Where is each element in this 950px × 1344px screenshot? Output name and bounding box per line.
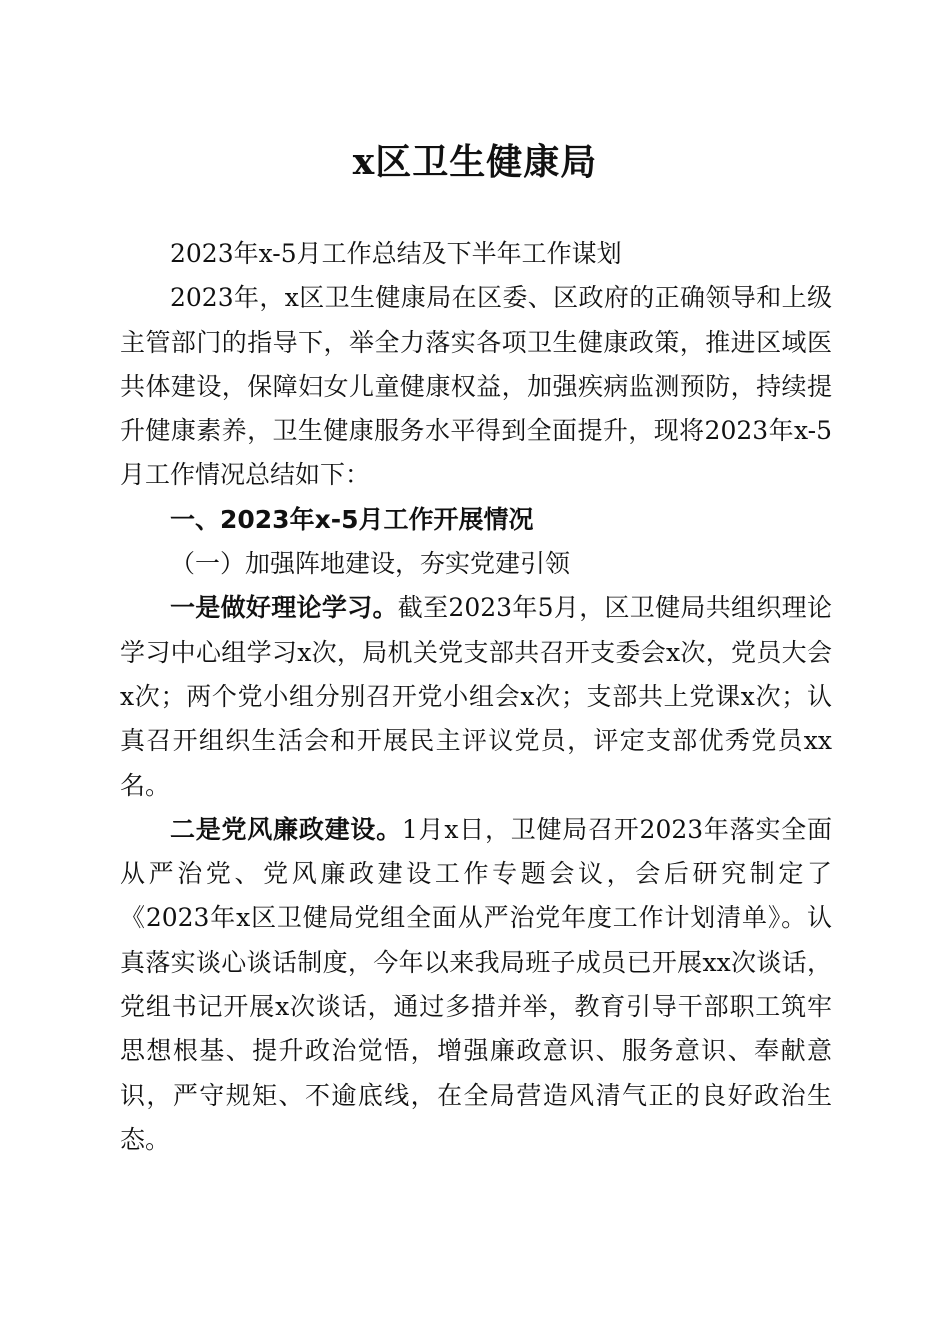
theory-study-paragraph — [120, 586, 832, 807]
subtitle-paragraph: 2023年x-5月工作总结及下半年工作谋划 — [170, 239, 622, 268]
document-body — [120, 232, 832, 1162]
paragraph-lead: 一是做好理论学习。 — [170, 593, 398, 623]
paragraph-lead: 二是党风廉政建设。 — [170, 814, 402, 844]
subsection-heading: （一）加强阵地建设，夯实党建引领 — [170, 549, 571, 579]
integrity-paragraph — [120, 808, 832, 1162]
intro-paragraph: 2023年，x区卫生健康局在区委、区政府的正确领导和上级主管部门的指导下，举全力落实各项卫生健康政策，推进区域医共体建设，保障妇女儿童健康权益，加强疾病监测预防，持续提升健康素养，卫生健康服务水平得到全面提升，现将2023年x-5月工作情况总结如下： — [120, 283, 832, 490]
document-title: x区卫生健康局 — [352, 141, 598, 183]
paragraph-text: 截至2023年5月，区卫健局共组织理论学习中心组学习x次，局机关党支部共召开支委会x次，党员大会x次；两个党小组分别召开党小组会x次；支部共上党课x次；认真召开组织生活会和开展民主评议党员，评定支部优秀党员xx名。 — [120, 593, 832, 800]
paragraph-text: 1月x日，卫健局召开2023年落实全面从严治党、党风廉政建设工作专题会议，会后研究制定了《2023年x区卫健局党组全面从严治党年度工作计划清单》。认真落实谈心谈话制度，今年以来我局班子成员已开展xx次谈话，党组书记开展x次谈话，通过多措并举，教育引导干部职工筑牢思想根基、提升政治觉悟，增强廉政意识、服务意识、奉献意识，严守规矩、不逾底线，在全局营造风清气正的良好政治生态。 — [120, 814, 832, 1154]
section-heading: 一、2023年x-5月工作开展情况 — [170, 504, 534, 534]
